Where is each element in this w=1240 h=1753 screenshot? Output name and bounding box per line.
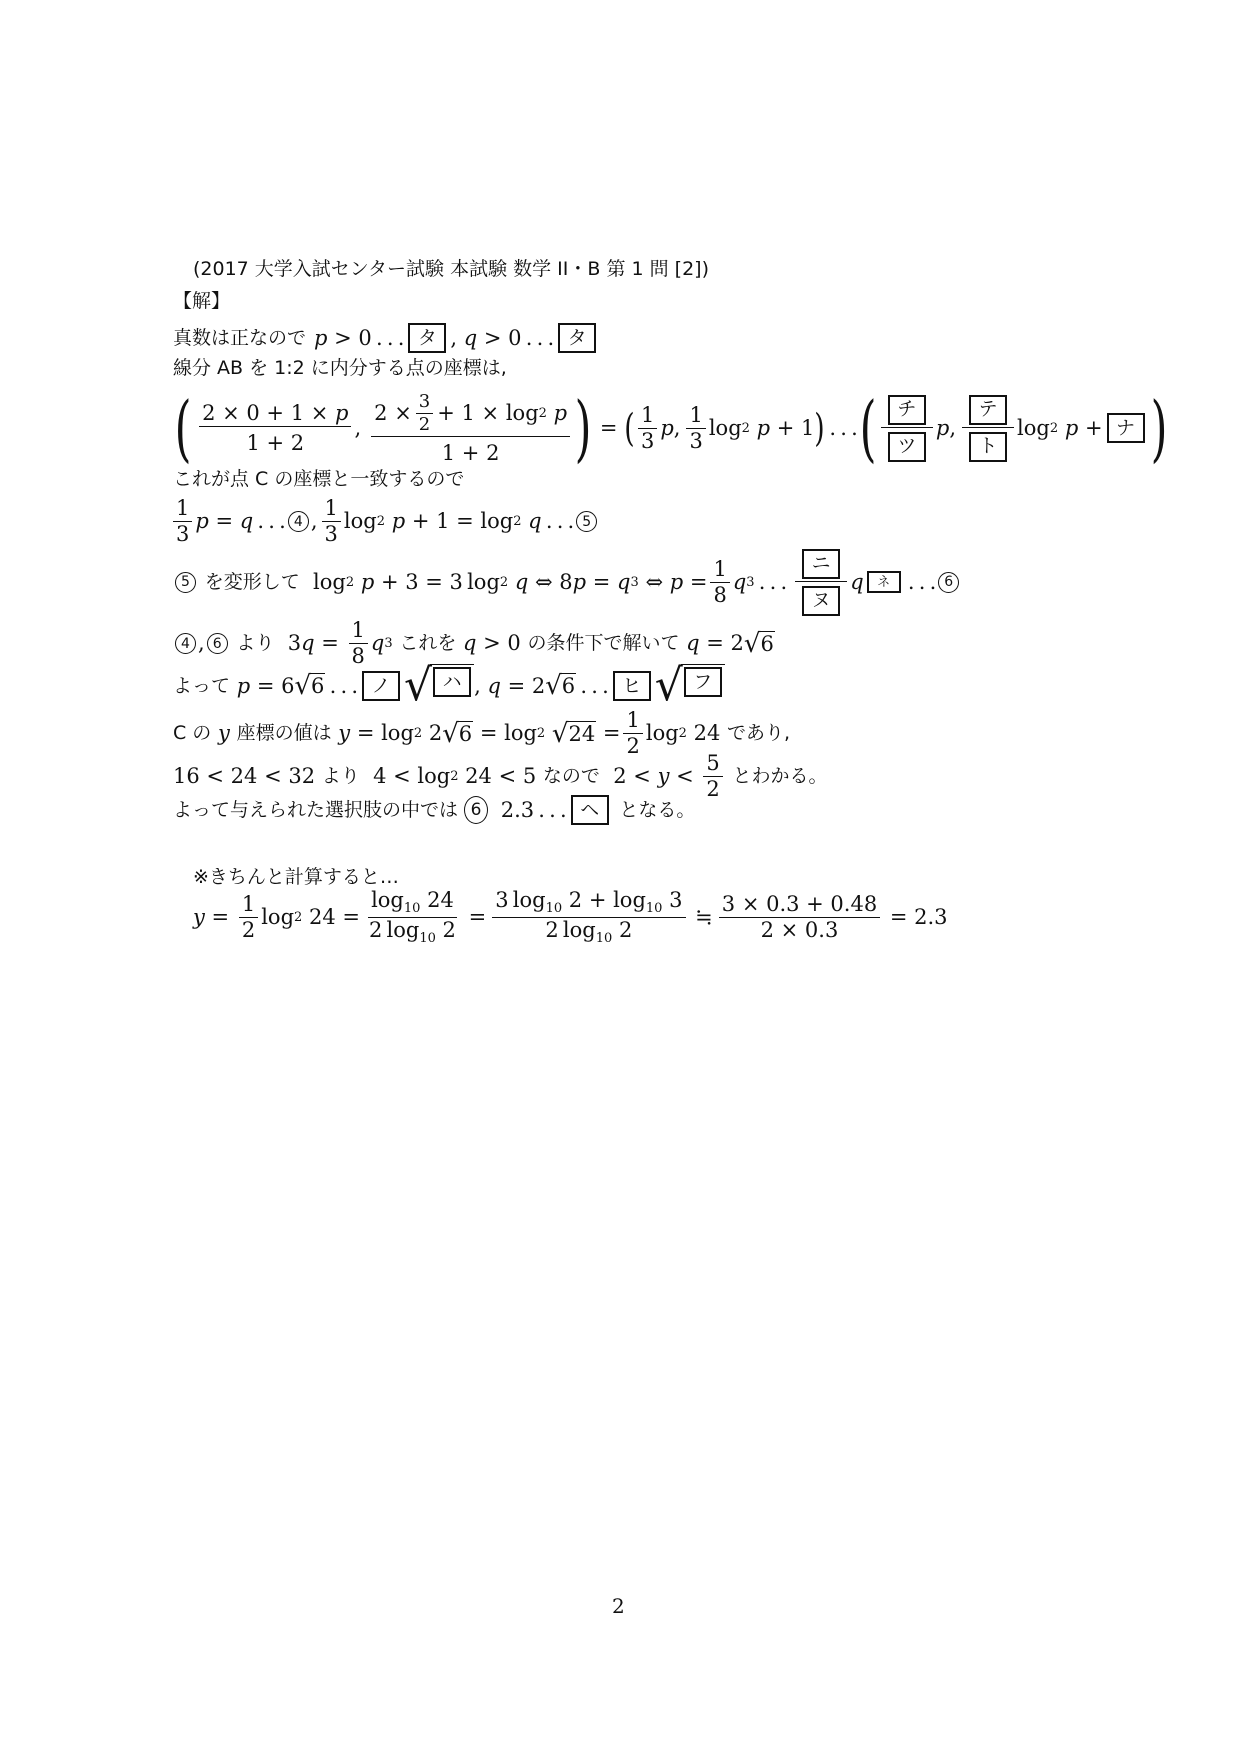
line-transform-5: 5 を変形して log 2 p + 3 = 3 log 2 q ⇔ 8 p = q 3 ⇔ p = $\frac{1}{8}$ q 3 . . . $\frac{\text{ニ}}{\text{ヌ}}$ q ネ . . . 6 xyxy=(173,550,961,614)
answer-box-ne[interactable]: ネ xyxy=(867,571,901,593)
page-number: 2 xyxy=(612,1594,625,1618)
answer-box-ha[interactable]: ハ xyxy=(433,667,471,697)
answer-box-fu[interactable]: フ xyxy=(684,667,722,697)
circled-4-icon: 4 xyxy=(175,633,196,654)
circled-4-icon: 4 xyxy=(288,511,309,532)
line-values-pq: よって p = 6 √ 6 . . . ノ √ ハ , q = 2 √ 6 . . . ヒ √ フ xyxy=(173,664,725,708)
circled-6-icon: 6 xyxy=(938,572,959,593)
line-equations-4-5: $\frac{1}{3}$ p = q . . . 4 , $\frac{1}{3}$ log 2 p + 1 = log 2 q . . . 5 xyxy=(173,498,599,545)
line-coordinates: ( $\frac{2 \times 0 + 1 \times p}{1 + 2}$ , 2 × $\frac{3}{2}$ + 1 × log 2 p 1 + 2 ) = ( $\frac{1}{3}$ p , $\frac{1}{3}$ log 2 p + 1 ) . . . ( $\frac{\text{チ}}{\text{ツ}}$ p , $\frac{\text{テ}}{\text{ト}}$ log 2 p + ナ ) xyxy=(174,386,1168,470)
answer-box-ni[interactable]: ニ xyxy=(802,549,840,579)
line-positivity: 真数は正なので p > 0 . . . タ , q > 0 . . . タ xyxy=(173,323,600,353)
line-exact-computation: y = $\frac{1}{2}$ log 2 24 = $\frac{\log_{10} 24}{2 \log_{10} 2}$ = $\frac{3 \log_{10} 2 + \log_{10} 3}{2 \log_{10} 2}$ ≒ $\frac{3 \times 0.3 + 0.48}{2 \times 0.3}$ = 2.3 xyxy=(193,887,948,946)
line-bounds: 16 < 24 < 32 より 4 < log 2 24 < 5 なので 2 < y < $\frac{5}{2}$ とわかる。 xyxy=(173,751,828,801)
answer-box-ta-2[interactable]: タ xyxy=(558,323,596,353)
circled-5-icon: 5 xyxy=(576,511,597,532)
answer-box-nu[interactable]: ヌ xyxy=(802,586,840,616)
answer-box-ta[interactable]: タ xyxy=(408,323,446,353)
answer-box-he[interactable]: ヘ xyxy=(571,795,609,825)
line-solve-q: 4 , 6 より 3 q = $\frac{1}{8}$ q 3 これを q > 0 の条件下で解いて q = 2 √ 6 xyxy=(173,620,775,667)
line-internal-division: 線分 AB を 1:2 に内分する点の座標は, xyxy=(173,357,507,379)
answer-box-to[interactable]: ト xyxy=(969,432,1007,462)
circled-choice-6-icon: 6 xyxy=(464,796,488,824)
answer-box-chi[interactable]: チ xyxy=(888,395,926,425)
answer-box-hi[interactable]: ヒ xyxy=(613,671,651,701)
answer-box-na[interactable]: ナ xyxy=(1107,413,1145,443)
line-coincide: これが点 C の座標と一致するので xyxy=(173,468,465,490)
circled-6-icon: 6 xyxy=(207,633,228,654)
note-line: ※きちんと計算すると… xyxy=(193,866,399,888)
line-y-coordinate: C の y 座標の値は y = log 2 2 √ 6 = log 2 √ 24 = $\frac{1}{2}$ log 2 24 であり, xyxy=(173,708,791,758)
answer-box-tsu[interactable]: ツ xyxy=(888,432,926,462)
circled-5-icon: 5 xyxy=(175,572,196,593)
answer-box-te[interactable]: テ xyxy=(969,395,1007,425)
line-conclusion: よって与えられた選択肢の中では 6 2.3 . . . ヘ となる。 xyxy=(173,795,695,825)
problem-title: (2017 大学入試センター試験 本試験 数学 II・B 第 1 問 [2]) xyxy=(193,258,709,280)
answer-box-no[interactable]: ノ xyxy=(362,671,400,701)
solution-label: 【解】 xyxy=(173,290,231,312)
